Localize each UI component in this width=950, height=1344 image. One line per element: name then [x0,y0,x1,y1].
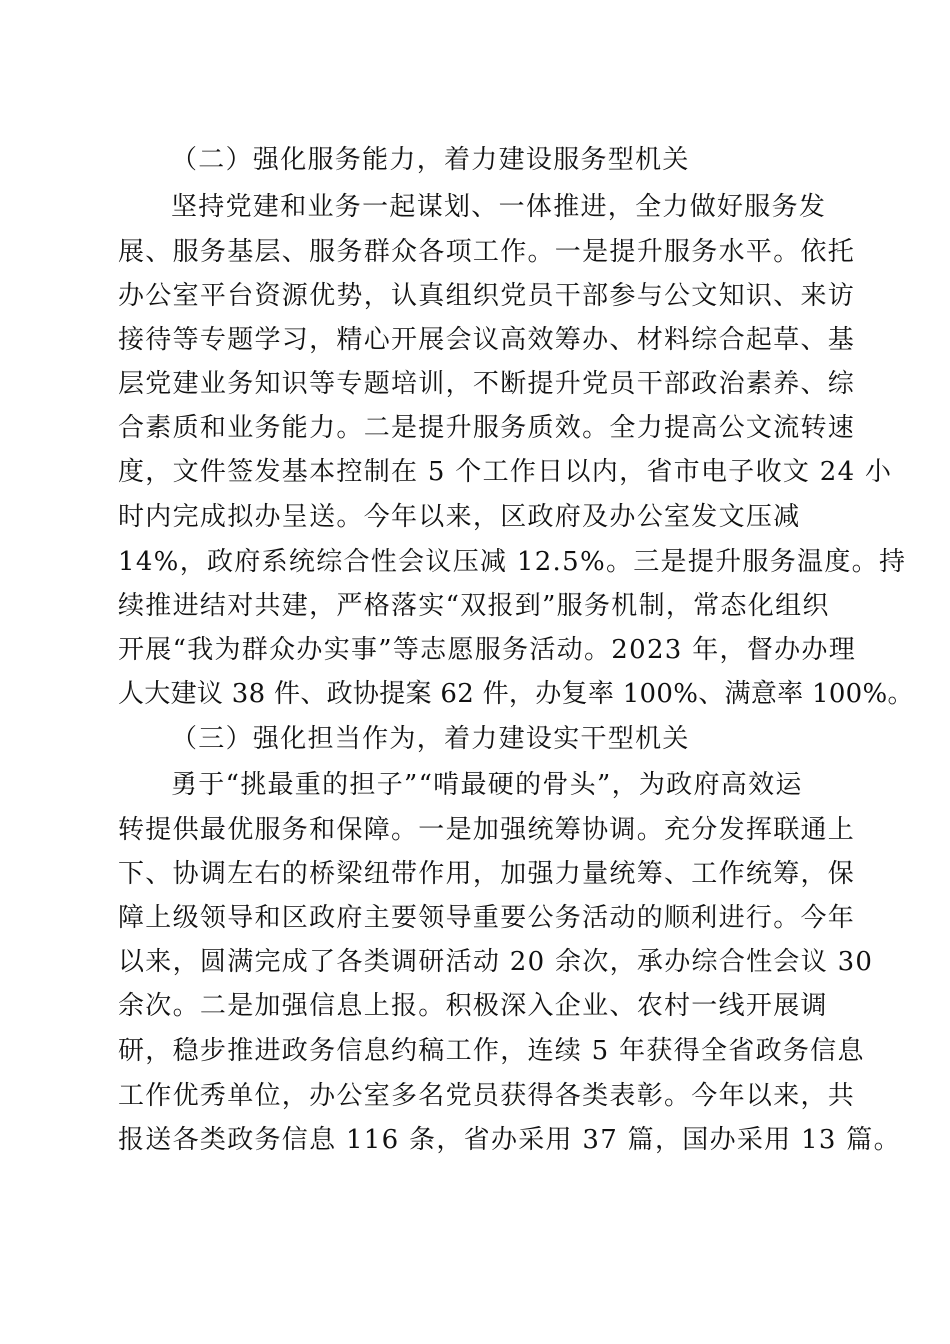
section-heading-2: （二）强化服务能力，着力建设服务型机关 [171,145,690,175]
paragraph-line: 工作优秀单位，办公室多名党员获得各类表彰。今年以来，共 [118,1081,856,1111]
paragraph-line: 接待等专题学习，精心开展会议高效筹办、材料综合起草、基 [118,325,856,355]
paragraph-line: 坚持党建和业务一起谋划、一体推进，全力做好服务发 [171,192,827,222]
paragraph-line: 度，文件签发基本控制在 5 个工作日以内，省市电子收文 24 小 [118,457,893,487]
paragraph-line: 时内完成拟办呈送。今年以来，区政府及办公室发文压减 [118,502,801,532]
paragraph-line: 合素质和业务能力。二是提升服务质效。全力提高公文流转速 [118,413,856,443]
paragraph-line: 续推进结对共建，严格落实“双报到”服务机制，常态化组织 [118,591,830,621]
paragraph-line: 办公室平台资源优势，认真组织党员干部参与公文知识、来访 [118,281,856,311]
paragraph-line: 报送各类政务信息 116 条，省办采用 37 篇，国办采用 13 篇。 [118,1125,901,1155]
paragraph-line: 人大建议 38 件、政协提案 62 件，办复率 100%、满意率 100%。 [118,679,914,709]
paragraph-line: 转提供最优服务和保障。一是加强统筹协调。充分发挥联通上 [118,815,856,845]
paragraph-line: 14%，政府系统综合性会议压减 12.5%。三是提升服务温度。持 [118,547,907,577]
section-heading-3: （三）强化担当作为，着力建设实干型机关 [171,724,690,754]
paragraph-line: 余次。二是加强信息上报。积极深入企业、农村一线开展调 [118,991,828,1021]
paragraph-line: 研，稳步推进政务信息约稿工作，连续 5 年获得全省政务信息 [118,1036,865,1066]
paragraph-line: 开展“我为群众办实事”等志愿服务活动。2023 年，督办办理 [118,635,857,665]
paragraph-line: 勇于“挑最重的担子”“啃最硬的骨头”，为政府高效运 [171,770,803,800]
paragraph-line: 以来，圆满完成了各类调研活动 20 余次，承办综合性会议 30 [118,947,874,977]
paragraph-line: 下、协调左右的桥梁纽带作用，加强力量统筹、工作统筹，保 [118,859,856,889]
paragraph-line: 层党建业务知识等专题培训，不断提升党员干部政治素养、综 [118,369,856,399]
paragraph-line: 障上级领导和区政府主要领导重要公务活动的顺利进行。今年 [118,903,856,933]
paragraph-line: 展、服务基层、服务群众各项工作。一是提升服务水平。依托 [118,237,856,267]
